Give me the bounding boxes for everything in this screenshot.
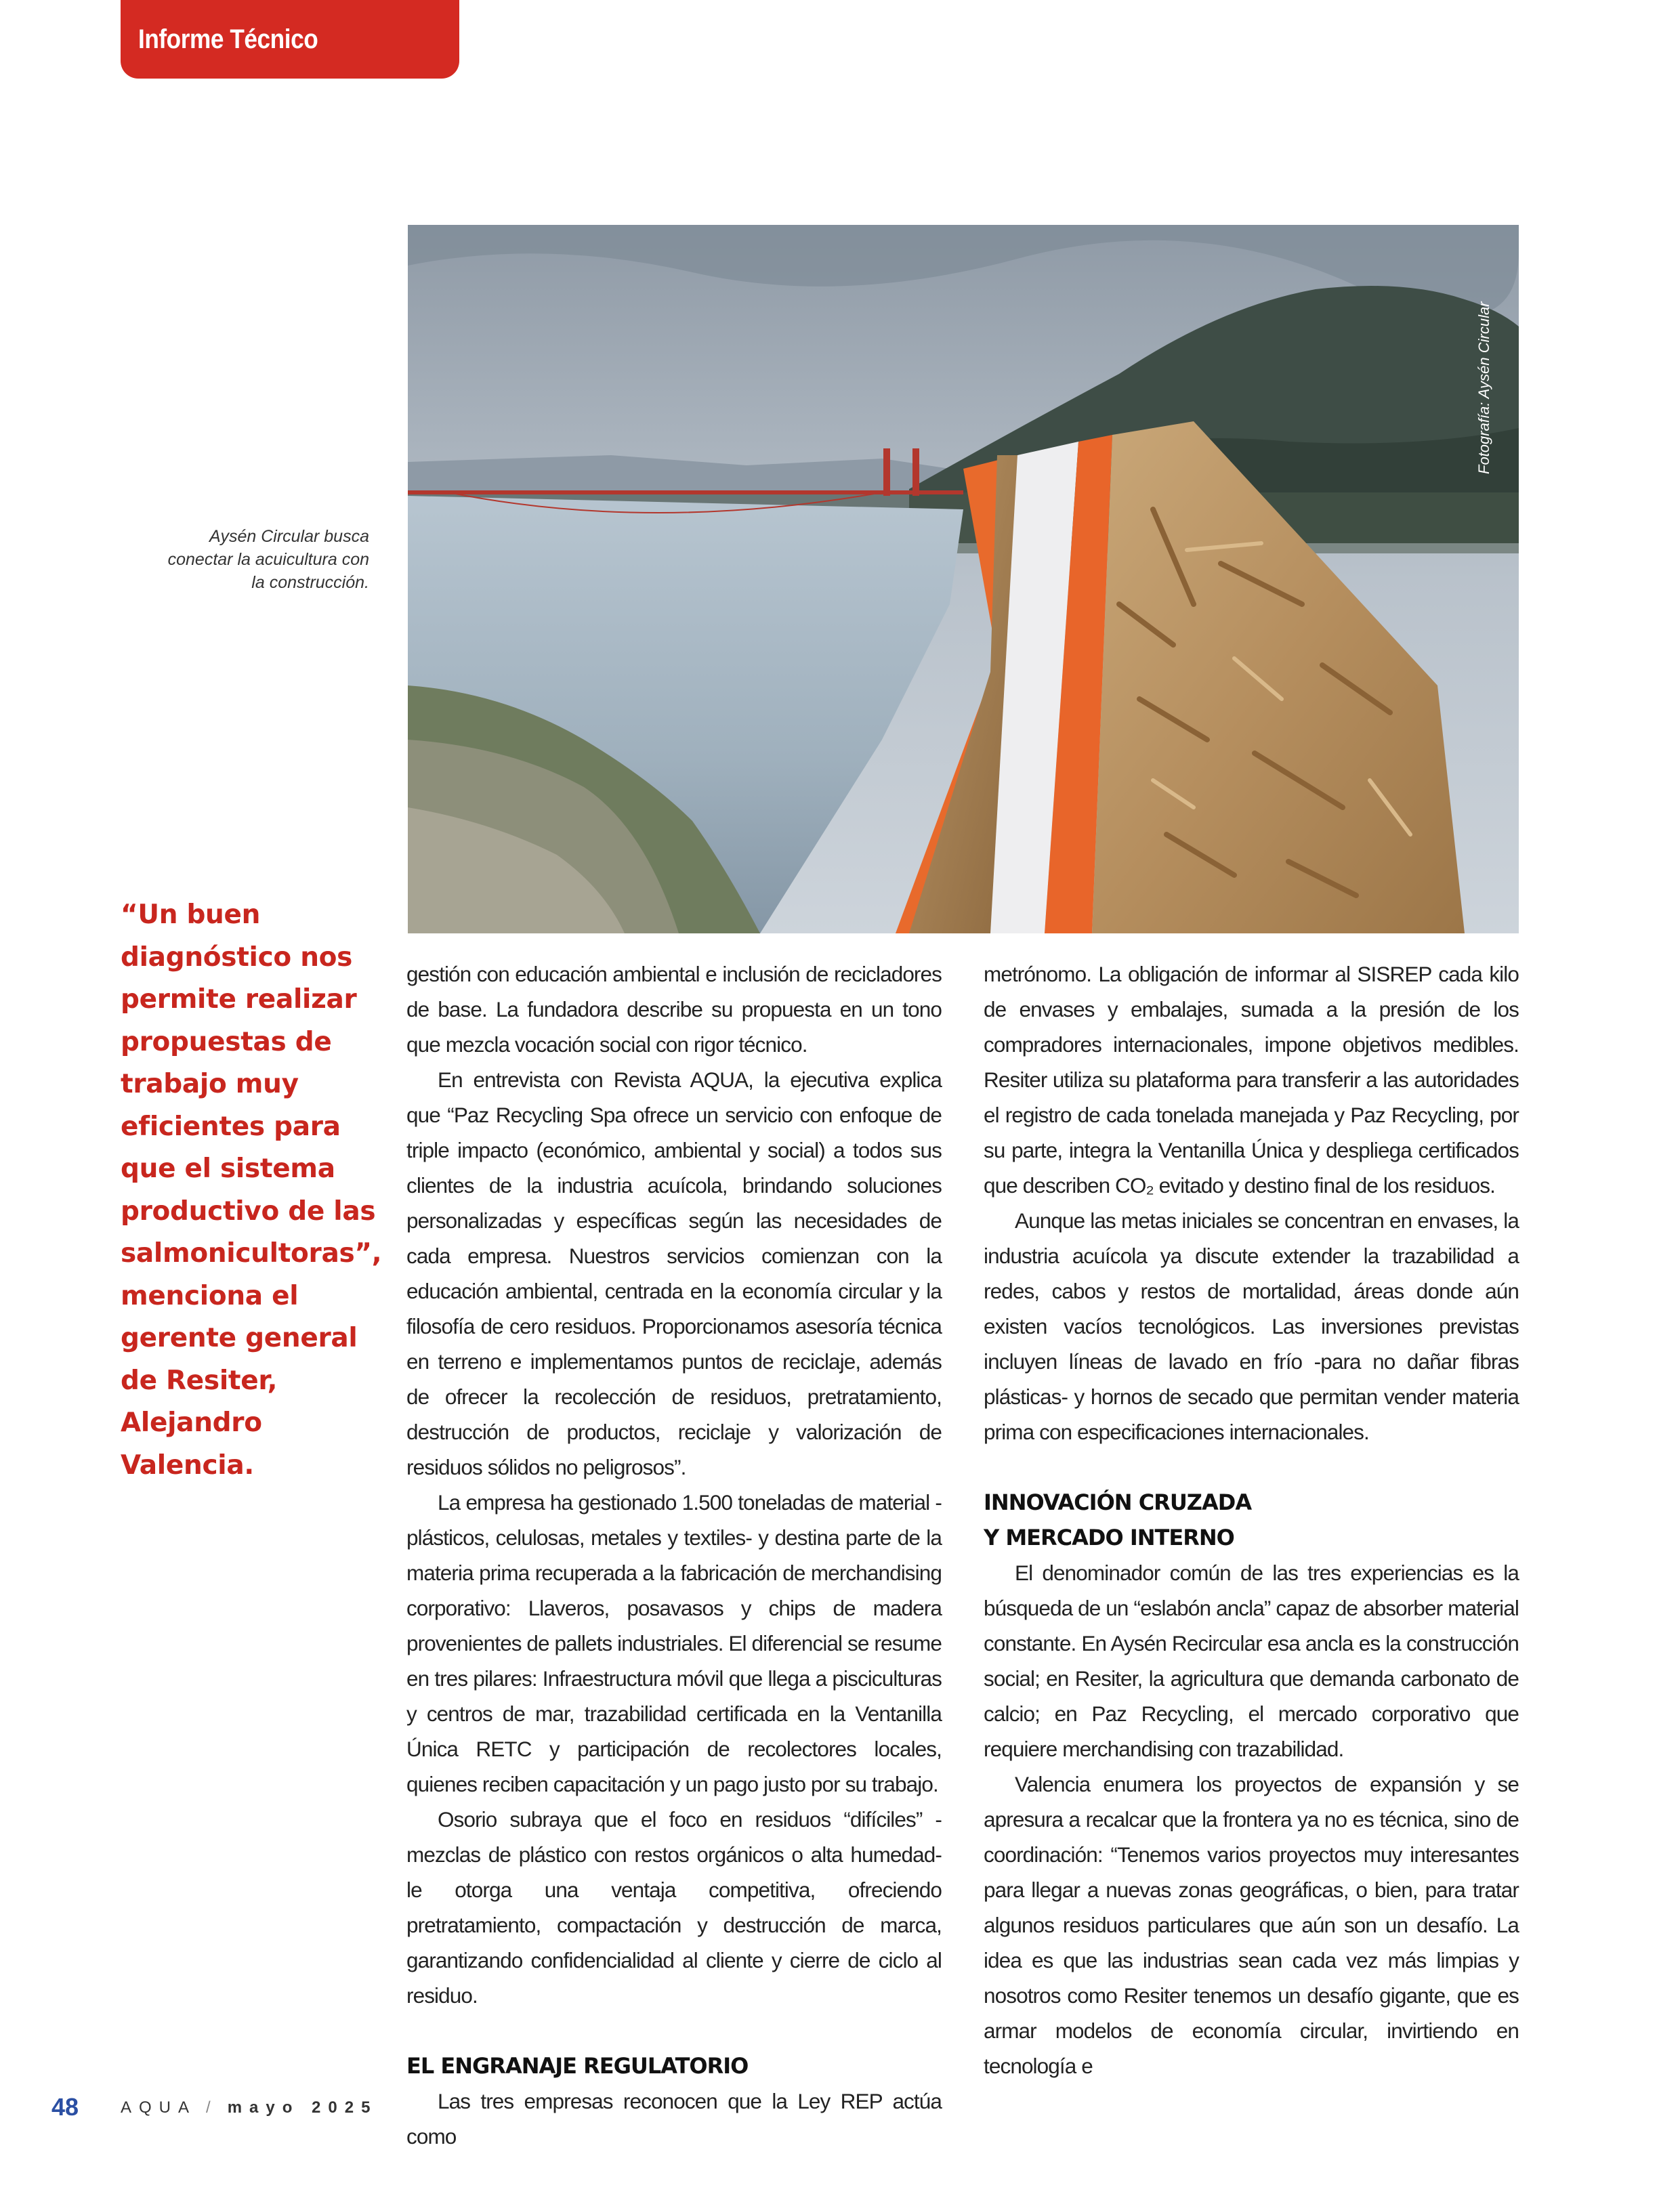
section-heading-line: Y MERCADO INTERNO <box>984 1525 1234 1550</box>
paragraph: En entrevista con Revista AQUA, la ejecutiva explica que “Paz Recycling Spa ofrece un servicio con enfoque de triple impacto (económico, ambiental y social) a todos sus clientes de la industria acuícola, brindando soluciones personalizadas y específicas según las necesidades de cada empresa. Nuestros servicios comienzan con la educación ambiental, centrada en la economía circular y la filosofía de cero residuos. Proporcionamos asesoría técnica en terreno e implementamos puntos de reciclaje, además de ofrecer la recolección de residuos, pretratamiento, destrucción de productos, reciclaje y valorización de residuos sólidos no peligrosos”. <box>406 1067 942 1479</box>
section-heading: EL ENGRANAJE REGULATORIO <box>406 2053 749 2079</box>
paragraph: Aunque las metas iniciales se concentran en envases, la industria acuícola ya discute extender la trazabilidad a redes, cabos y restos de mortalidad, áreas donde aún existen vacíos tecnológicos. Las inversiones previstas incluyen líneas de lavado en frío -para no dañar fibras plásticas- y hornos de secado que permitan vender materia prima con especificaciones internacionales. <box>984 1208 1519 1444</box>
paragraph: Valencia enumera los proyectos de expansión y se apresura a recalcar que la frontera ya no es técnica, sino de coordinación: “Tenemos varios proyectos muy interesantes para llegar a nuevas zonas geográficas, o bien, para tratar algunos residuos particulares que aún son un desafío. La idea es que las industrias sean cada vez más limpias y nosotros como Resiter tenemos un desafío gigante, que es armar modelos de economía circular, invirtiendo en tecnología e <box>984 1772 1519 2078</box>
paragraph: metrónomo. La obligación de informar al SISREP cada kilo de envases y embalajes, sumada a la presión de los compradores internacionales, impone objetivos medibles. Resiter utiliza su plataforma para transferir a las autoridades el registro de cada tonelada manejada y Paz Recycling, por su parte, integra la Ventanilla Única y despliega certificados que describen CO₂ evitado y destino final de los residuos. <box>984 962 1519 1198</box>
article-column-2 <box>984 956 1519 2083</box>
article-column-1 <box>406 956 942 2154</box>
page-number: 48 <box>51 2093 79 2121</box>
photo-credit: Fotografía: Aysén Circular <box>1475 301 1492 474</box>
section-heading <box>984 1485 1519 1555</box>
footer-separator: / <box>206 2098 218 2117</box>
paragraph: gestión con educación ambiental e inclusión de recicladores de base. La fundadora describe su propuesta en un tono que mezcla vocación social con rigor técnico. <box>406 962 942 1057</box>
section-tab <box>121 0 459 79</box>
feature-photo <box>408 225 1519 933</box>
paragraph: Las tres empresas reconocen que la Ley REP actúa como <box>406 2089 942 2149</box>
section-title: Informe Técnico <box>138 24 318 54</box>
spacer <box>406 2013 942 2048</box>
paragraph: El denominador común de las tres experiencias es la búsqueda de un “eslabón ancla” capaz de absorber material constante. En Aysén Recircular esa ancla es la construcción social; en Resiter, la agricultura que demanda carbonato de calcio; en Paz Recycling, el mercado corporativo que requiere merchandising con trazabilidad. <box>984 1561 1519 1761</box>
pull-quote: “Un buen diagnóstico nos permite realizar propuestas de trabajo muy eficientes para que el sistema productivo de las salmonicultoras”, menciona el gerente general de Resiter, Alejandro Valencia. <box>121 900 382 1481</box>
paragraph: La empresa ha gestionado 1.500 toneladas de material -plásticos, celulosas, metales y textiles- y destina parte de la materia prima recuperada a la fabricación de merchandising corporativo: Llaveros, posavasos y chips de madera provenientes de pallets industriales. El diferencial se resume en tres pilares: Infraestructura móvil que llega a pisciculturas y centros de mar, trazabilidad certificada en la Ventanilla Única RETC y participación de recolectores locales, quienes reciben capacitación y un pago justo por su trabajo. <box>406 1490 942 1796</box>
photo-caption: Aysén Circular busca conectar la acuicultura con la construcción. <box>167 527 369 592</box>
footer-magazine <box>121 2098 377 2117</box>
section-heading-line: INNOVACIÓN CRUZADA <box>984 1489 1252 1515</box>
magazine-name: AQUA <box>121 2098 197 2117</box>
issue-date: mayo 2025 <box>227 2098 378 2117</box>
paragraph: Osorio subraya que el foco en residuos “difíciles” -mezclas de plástico con restos orgánicos o alta humedad- le otorga una ventaja competitiva, ofreciendo pretratamiento, compactación y destrucción de marca, garantizando confidencialidad al cliente y cierre de ciclo al residuo. <box>406 1807 942 2008</box>
spacer <box>984 1450 1519 1485</box>
